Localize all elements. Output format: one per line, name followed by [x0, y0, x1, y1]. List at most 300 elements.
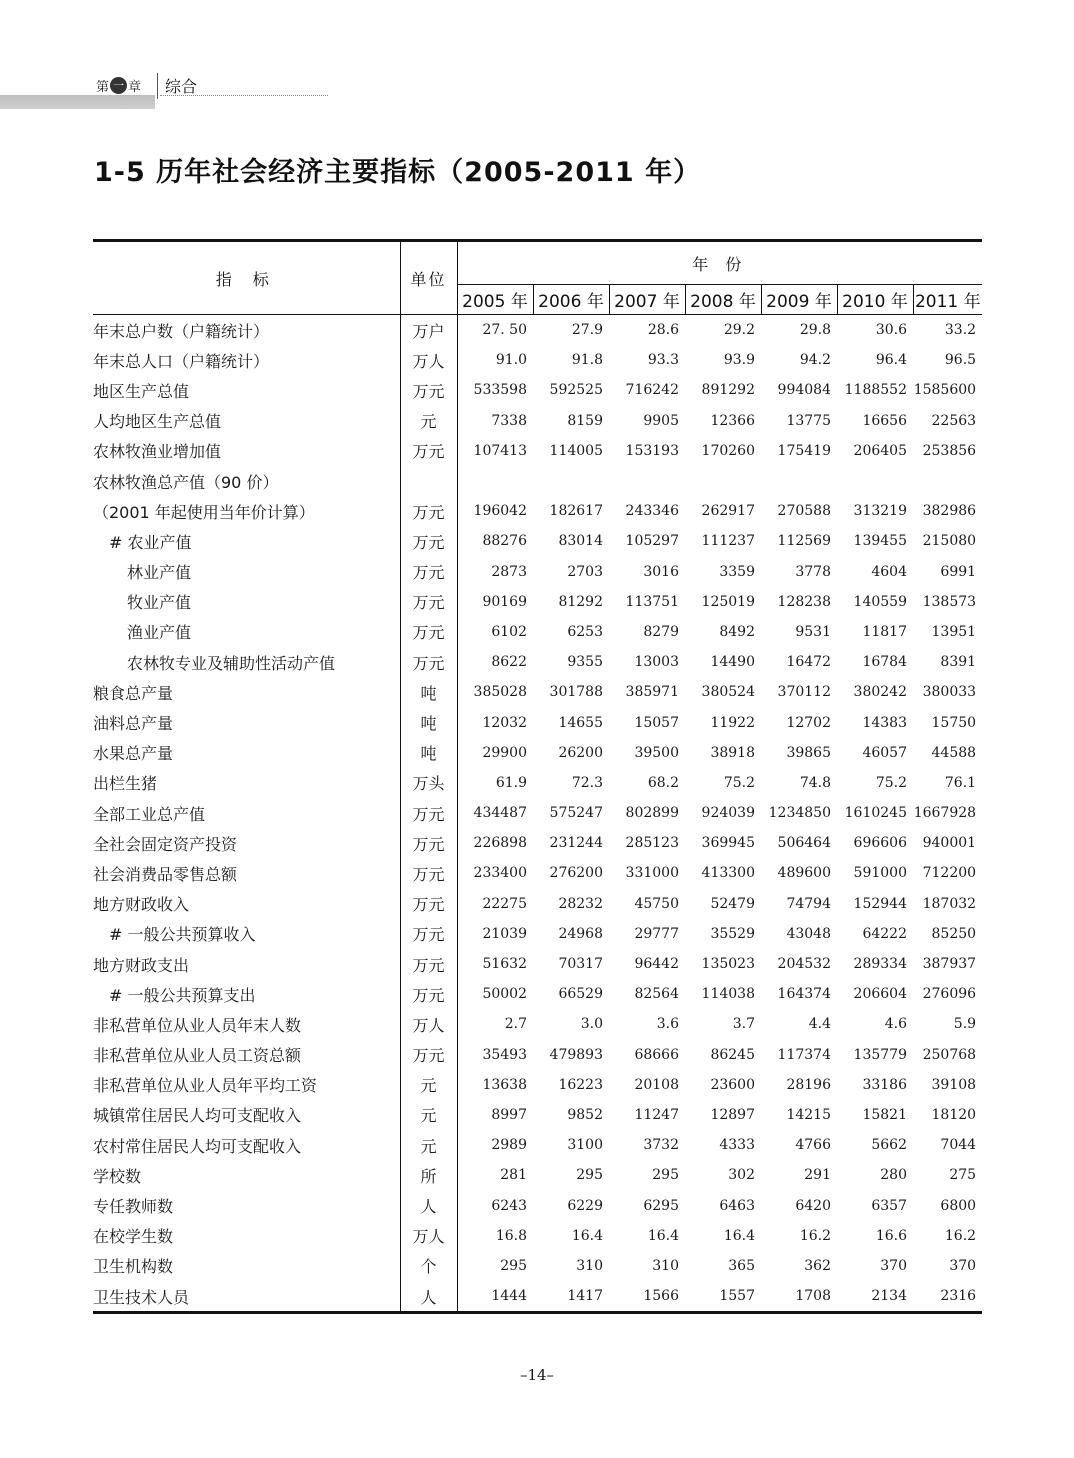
row-value-cell: 4.4 [808, 1016, 831, 1033]
row-value-cell: 385971 [625, 684, 679, 701]
row-unit: 吨 [400, 738, 457, 768]
row-value-cell: 88276 [482, 533, 527, 550]
row-unit: 元 [400, 1070, 457, 1100]
row-value-cell: 14490 [710, 654, 755, 671]
row-value-cell: 4.6 [884, 1016, 907, 1033]
row-unit: 元 [400, 1100, 457, 1130]
column-header-year: 2007 年 [609, 285, 685, 315]
row-value-cell: 4766 [795, 1137, 831, 1154]
row-value-cell: 117374 [777, 1046, 831, 1063]
row-value-cell: 206405 [853, 442, 907, 459]
row-value-cell: 96.5 [944, 352, 977, 369]
row-value-cell: 29777 [634, 925, 679, 942]
row-value-cell: 135779 [853, 1046, 907, 1063]
row-value-cell: 891292 [701, 382, 755, 399]
row-unit: 元 [400, 406, 457, 436]
table-row [93, 466, 982, 496]
row-value-cell: 533598 [473, 382, 527, 399]
header-divider [157, 73, 158, 99]
row-value-cell: 16.4 [647, 1227, 679, 1244]
row-value-cell [837, 466, 913, 496]
row-value-cell: 2703 [567, 563, 603, 580]
row-value-cell: 27. 50 [482, 322, 527, 339]
chapter-suffix: 章 [128, 79, 142, 95]
row-value-cell: 112569 [777, 533, 831, 550]
table-row [93, 587, 982, 617]
row-indicator-label: 农村常住居民人均可支配收入 [93, 1130, 400, 1160]
row-value-cell: 50002 [482, 986, 527, 1003]
table-row [93, 858, 982, 888]
row-value-cell: 14655 [558, 714, 603, 731]
row-value-cell: 86245 [710, 1046, 755, 1063]
row-unit: 万人 [400, 1221, 457, 1251]
row-value-cell: 6800 [940, 1197, 977, 1214]
row-value-cell: 285123 [625, 835, 679, 852]
row-value-cell: 2316 [913, 1281, 982, 1313]
table-row [93, 768, 982, 798]
column-header-year: 2005 年 [457, 285, 533, 315]
row-value-cell: 16.4 [571, 1227, 603, 1244]
row-value-cell: 39108 [931, 1076, 977, 1093]
row-indicator-label: 非私营单位从业人员工资总额 [93, 1040, 400, 1070]
row-value-cell: 13951 [931, 623, 977, 640]
row-value-cell: 29900 [482, 744, 527, 761]
row-value-cell: 370 [880, 1257, 907, 1274]
row-value-cell: 6102 [491, 623, 527, 640]
row-value-cell: 204532 [777, 956, 831, 973]
row-value-cell: 295 [652, 1167, 679, 1184]
row-value-cell [761, 466, 837, 496]
row-value-cell: 105297 [625, 533, 679, 550]
row-unit: 元 [400, 1130, 457, 1160]
row-value-cell: 313219 [853, 503, 907, 520]
row-value-cell: 28196 [786, 1076, 831, 1093]
row-value-cell: 6357 [871, 1197, 907, 1214]
row-value-cell: 91.8 [571, 352, 603, 369]
row-value-cell: 45750 [634, 895, 679, 912]
row-value-cell: 66529 [558, 986, 603, 1003]
row-indicator-label: 出栏生猪 [93, 768, 400, 798]
row-value-cell: 215080 [922, 533, 977, 550]
row-value-cell: 3.6 [656, 1016, 679, 1033]
header-band [0, 95, 155, 109]
table-row [93, 1009, 982, 1039]
row-value-cell: 46057 [862, 744, 907, 761]
row-unit: 万元 [400, 587, 457, 617]
row-value-cell: 362 [804, 1257, 831, 1274]
row-value-cell: 9852 [567, 1106, 603, 1123]
row-unit: 万元 [400, 889, 457, 919]
row-value-cell: 3.0 [580, 1016, 603, 1033]
row-value-cell: 310 [576, 1257, 603, 1274]
row-value-cell: 6295 [643, 1197, 679, 1214]
row-value-cell: 3732 [643, 1137, 679, 1154]
row-value-cell: 275 [949, 1167, 977, 1184]
row-value-cell: 81292 [558, 593, 603, 610]
row-indicator-label: 粮食总产量 [93, 677, 400, 707]
row-indicator-label: 地区生产总值 [93, 375, 400, 405]
row-indicator-label: 油料总产量 [93, 707, 400, 737]
row-value-cell: 76.1 [944, 774, 977, 791]
row-value-cell: 994084 [777, 382, 831, 399]
row-indicator-label: 城镇常住居民人均可支配收入 [93, 1100, 400, 1130]
row-value-cell: 35493 [482, 1046, 527, 1063]
table-row [93, 1130, 982, 1160]
row-value-cell: 22563 [931, 412, 977, 429]
row-unit: 万人 [400, 1009, 457, 1039]
row-value-cell: 75.2 [723, 774, 755, 791]
row-value-cell: 13775 [786, 412, 831, 429]
row-value-cell: 16.8 [495, 1227, 527, 1244]
table-row [93, 1251, 982, 1281]
page-number: –14– [519, 1366, 555, 1384]
row-value-cell: 4333 [719, 1137, 755, 1154]
row-value-cell: 1557 [685, 1281, 761, 1313]
row-value-cell: 6420 [795, 1197, 831, 1214]
row-unit: 万元 [400, 647, 457, 677]
row-value-cell: 413300 [701, 865, 755, 882]
row-value-cell: 14215 [786, 1106, 831, 1123]
chapter-label [93, 74, 144, 96]
row-value-cell: 68.2 [647, 774, 679, 791]
row-value-cell: 96.4 [875, 352, 907, 369]
row-value-cell: 114005 [549, 442, 603, 459]
row-indicator-label: 社会消费品零售总额 [93, 858, 400, 888]
row-value-cell: 16472 [786, 654, 831, 671]
row-value-cell: 75.2 [875, 774, 907, 791]
row-value-cell: 8391 [940, 654, 977, 671]
row-value-cell: 7338 [491, 412, 527, 429]
row-value-cell: 82564 [634, 986, 679, 1003]
row-value-cell [533, 466, 609, 496]
chapter-number: 一 [110, 77, 127, 94]
row-value-cell: 8492 [719, 623, 755, 640]
row-value-cell: 2134 [837, 1281, 913, 1313]
row-value-cell: 712200 [922, 865, 977, 882]
row-value-cell: 68666 [634, 1046, 679, 1063]
row-indicator-label: 农林牧渔业增加值 [93, 436, 400, 466]
row-value-cell: 226898 [473, 835, 527, 852]
row-value-cell: 61.9 [495, 774, 527, 791]
table-row [93, 798, 982, 828]
row-value-cell: 302 [728, 1167, 755, 1184]
row-value-cell: 1708 [761, 1281, 837, 1313]
row-indicator-label: 地方财政收入 [93, 889, 400, 919]
column-header-indicator: 指 标 [93, 241, 400, 315]
row-value-cell: 295 [576, 1167, 603, 1184]
table-row [93, 345, 982, 375]
row-value-cell: 91.0 [495, 352, 527, 369]
row-value-cell: 2989 [491, 1137, 527, 1154]
row-indicator-label: 渔业产值 [93, 617, 400, 647]
row-value-cell: 15821 [862, 1106, 907, 1123]
row-value-cell: 1610245 [844, 805, 907, 822]
column-header-year: 2009 年 [761, 285, 837, 315]
row-indicator-label: # 一般公共预算收入 [93, 919, 400, 949]
row-unit: 吨 [400, 707, 457, 737]
indicators-table-container [93, 239, 982, 1314]
row-value-cell: 8279 [643, 623, 679, 640]
row-value-cell: 370 [949, 1257, 977, 1274]
row-unit: 人 [400, 1281, 457, 1313]
row-value-cell: 140559 [853, 593, 907, 610]
row-value-cell: 3100 [567, 1137, 603, 1154]
row-value-cell: 16.4 [723, 1227, 755, 1244]
row-value-cell: 153193 [625, 442, 679, 459]
row-unit: 万元 [400, 526, 457, 556]
row-value-cell: 6229 [567, 1197, 603, 1214]
table-row [93, 1281, 982, 1313]
row-value-cell: 85250 [931, 925, 977, 942]
row-value-cell: 301788 [549, 684, 603, 701]
row-value-cell [457, 466, 533, 496]
row-value-cell: 74.8 [799, 774, 831, 791]
row-value-cell: 206604 [853, 986, 907, 1003]
row-value-cell: 940001 [922, 835, 977, 852]
row-value-cell: 16.2 [944, 1227, 977, 1244]
row-value-cell: 182617 [549, 503, 603, 520]
row-value-cell: 26200 [558, 744, 603, 761]
row-value-cell: 44588 [931, 744, 977, 761]
row-value-cell: 23600 [710, 1076, 755, 1093]
row-value-cell: 33186 [862, 1076, 907, 1093]
table-row [93, 1160, 982, 1190]
row-value-cell: 72.3 [571, 774, 603, 791]
table-row [93, 1070, 982, 1100]
row-value-cell: 382986 [922, 503, 977, 520]
row-value-cell: 93.9 [723, 352, 755, 369]
row-value-cell: 233400 [473, 865, 527, 882]
table-row [93, 557, 982, 587]
row-value-cell: 74794 [786, 895, 831, 912]
row-value-cell: 387937 [922, 956, 977, 973]
row-value-cell: 575247 [549, 805, 603, 822]
row-unit: 所 [400, 1160, 457, 1190]
row-value-cell: 16784 [862, 654, 907, 671]
row-value-cell: 9531 [795, 623, 831, 640]
row-value-cell: 35529 [710, 925, 755, 942]
row-value-cell: 716242 [625, 382, 679, 399]
row-value-cell: 33.2 [944, 322, 977, 339]
row-indicator-label: 卫生技术人员 [93, 1281, 400, 1313]
row-value-cell: 96442 [634, 956, 679, 973]
row-value-cell: 696606 [853, 835, 907, 852]
table-row [93, 647, 982, 677]
row-value-cell: 13003 [634, 654, 679, 671]
row-value-cell: 1566 [609, 1281, 685, 1313]
row-value-cell: 94.2 [799, 352, 831, 369]
row-value-cell: 12897 [710, 1106, 755, 1123]
column-header-year: 2010 年 [837, 285, 913, 315]
row-value-cell: 1667928 [913, 805, 977, 822]
row-value-cell: 310 [652, 1257, 679, 1274]
row-value-cell: 28.6 [647, 322, 679, 339]
row-unit: 万人 [400, 345, 457, 375]
row-unit: 万元 [400, 496, 457, 526]
row-indicator-label: 水果总产量 [93, 738, 400, 768]
row-value-cell: 107413 [473, 442, 527, 459]
row-value-cell: 16.6 [875, 1227, 907, 1244]
table-row [93, 1040, 982, 1070]
row-value-cell: 262917 [701, 503, 755, 520]
row-value-cell: 331000 [625, 865, 679, 882]
table-row [93, 979, 982, 1009]
row-indicator-label: 地方财政支出 [93, 949, 400, 979]
row-unit: 万户 [400, 315, 457, 346]
row-value-cell: 83014 [558, 533, 603, 550]
row-value-cell: 5.9 [953, 1016, 977, 1033]
row-value-cell [609, 466, 685, 496]
row-value-cell: 231244 [549, 835, 603, 852]
row-value-cell: 9355 [567, 654, 603, 671]
row-value-cell: 64222 [862, 925, 907, 942]
row-value-cell: 16.2 [799, 1227, 831, 1244]
row-value-cell: 924039 [701, 805, 755, 822]
row-indicator-label: 非私营单位从业人员年平均工资 [93, 1070, 400, 1100]
row-value-cell [913, 466, 982, 496]
indicators-table [93, 239, 982, 1314]
row-value-cell: 506464 [777, 835, 831, 852]
row-value-cell: 6991 [940, 563, 977, 580]
row-value-cell: 11817 [862, 623, 907, 640]
header-dotted-rule [160, 95, 328, 96]
chapter-prefix: 第 [96, 79, 110, 95]
row-value-cell: 70317 [558, 956, 603, 973]
table-row [93, 526, 982, 556]
table-row [93, 315, 982, 346]
table-row [93, 919, 982, 949]
row-value-cell: 90169 [482, 593, 527, 610]
row-value-cell: 489600 [777, 865, 831, 882]
row-indicator-label: 农林牧专业及辅助性活动产值 [93, 647, 400, 677]
row-value-cell [685, 466, 761, 496]
row-value-cell: 2.7 [504, 1016, 527, 1033]
row-value-cell: 7044 [940, 1137, 977, 1154]
row-unit: 万元 [400, 828, 457, 858]
row-unit: 万元 [400, 375, 457, 405]
row-value-cell: 8997 [491, 1106, 527, 1123]
row-unit: 万元 [400, 617, 457, 647]
row-value-cell: 5662 [871, 1137, 907, 1154]
table-row [93, 436, 982, 466]
row-value-cell: 1585600 [913, 382, 977, 399]
row-value-cell: 280 [880, 1167, 907, 1184]
row-value-cell: 1417 [533, 1281, 609, 1313]
row-value-cell: 175419 [777, 442, 831, 459]
row-value-cell: 13638 [482, 1076, 527, 1093]
row-value-cell: 135023 [701, 956, 755, 973]
row-unit: 吨 [400, 677, 457, 707]
row-value-cell: 289334 [853, 956, 907, 973]
table-row [93, 406, 982, 436]
row-value-cell: 11247 [634, 1106, 679, 1123]
row-value-cell: 170260 [701, 442, 755, 459]
row-indicator-label: 全部工业总产值 [93, 798, 400, 828]
table-row [93, 949, 982, 979]
row-value-cell: 365 [728, 1257, 755, 1274]
row-value-cell: 270588 [777, 503, 831, 520]
row-value-cell: 1234850 [768, 805, 831, 822]
row-indicator-label: 农林牧渔总产值（90 价） [93, 466, 400, 496]
table-row [93, 1221, 982, 1251]
row-value-cell: 138573 [922, 593, 977, 610]
table-row [93, 738, 982, 768]
row-value-cell: 30.6 [875, 322, 907, 339]
row-value-cell: 164374 [777, 986, 831, 1003]
row-indicator-label: 林业产值 [93, 557, 400, 587]
row-value-cell: 250768 [922, 1046, 977, 1063]
row-value-cell: 380524 [701, 684, 755, 701]
row-indicator-label: 牧业产值 [93, 587, 400, 617]
row-value-cell: 380033 [922, 684, 977, 701]
table-row [93, 828, 982, 858]
row-value-cell: 51632 [482, 956, 527, 973]
row-indicator-label: # 农业产值 [93, 526, 400, 556]
row-value-cell: 6253 [567, 623, 603, 640]
row-value-cell: 12702 [786, 714, 831, 731]
row-value-cell: 139455 [853, 533, 907, 550]
row-unit: 万头 [400, 768, 457, 798]
row-indicator-label: 学校数 [93, 1160, 400, 1190]
row-indicator-label: 年末总户数（户籍统计） [93, 315, 400, 346]
row-value-cell: 2873 [491, 563, 527, 580]
row-value-cell: 276096 [922, 986, 977, 1003]
row-value-cell: 152944 [853, 895, 907, 912]
row-value-cell: 4604 [871, 563, 907, 580]
row-value-cell: 27.9 [571, 322, 603, 339]
table-row [93, 1190, 982, 1220]
row-value-cell: 187032 [922, 895, 977, 912]
row-value-cell: 39500 [634, 744, 679, 761]
column-header-unit: 单位 [400, 241, 457, 315]
table-row [93, 375, 982, 405]
row-indicator-label: 全社会固定资产投资 [93, 828, 400, 858]
row-value-cell: 93.3 [647, 352, 679, 369]
row-value-cell: 295 [500, 1257, 527, 1274]
row-value-cell: 1188552 [844, 382, 907, 399]
column-header-year: 2008 年 [685, 285, 761, 315]
row-value-cell: 276200 [549, 865, 603, 882]
row-value-cell: 12032 [482, 714, 527, 731]
row-value-cell: 29.8 [799, 322, 831, 339]
row-value-cell: 15750 [931, 714, 977, 731]
row-value-cell: 20108 [634, 1076, 679, 1093]
row-unit: 万元 [400, 436, 457, 466]
row-value-cell: 38918 [710, 744, 755, 761]
row-value-cell: 21039 [482, 925, 527, 942]
row-unit: 个 [400, 1251, 457, 1281]
row-value-cell: 8159 [567, 412, 603, 429]
row-value-cell: 380242 [853, 684, 907, 701]
row-value-cell: 592525 [549, 382, 603, 399]
row-value-cell: 114038 [701, 986, 755, 1003]
row-value-cell: 802899 [625, 805, 679, 822]
row-value-cell: 253856 [922, 442, 977, 459]
row-value-cell: 43048 [786, 925, 831, 942]
row-indicator-label: 年末总人口（户籍统计） [93, 345, 400, 375]
row-value-cell: 39865 [786, 744, 831, 761]
row-value-cell: 11922 [710, 714, 755, 731]
row-value-cell: 369945 [701, 835, 755, 852]
table-row [93, 1100, 982, 1130]
row-unit: 万元 [400, 919, 457, 949]
table-row [93, 889, 982, 919]
row-value-cell: 243346 [625, 503, 679, 520]
table-row [93, 677, 982, 707]
row-unit: 万元 [400, 979, 457, 1009]
row-value-cell: 16223 [558, 1076, 603, 1093]
row-value-cell: 113751 [625, 593, 679, 610]
